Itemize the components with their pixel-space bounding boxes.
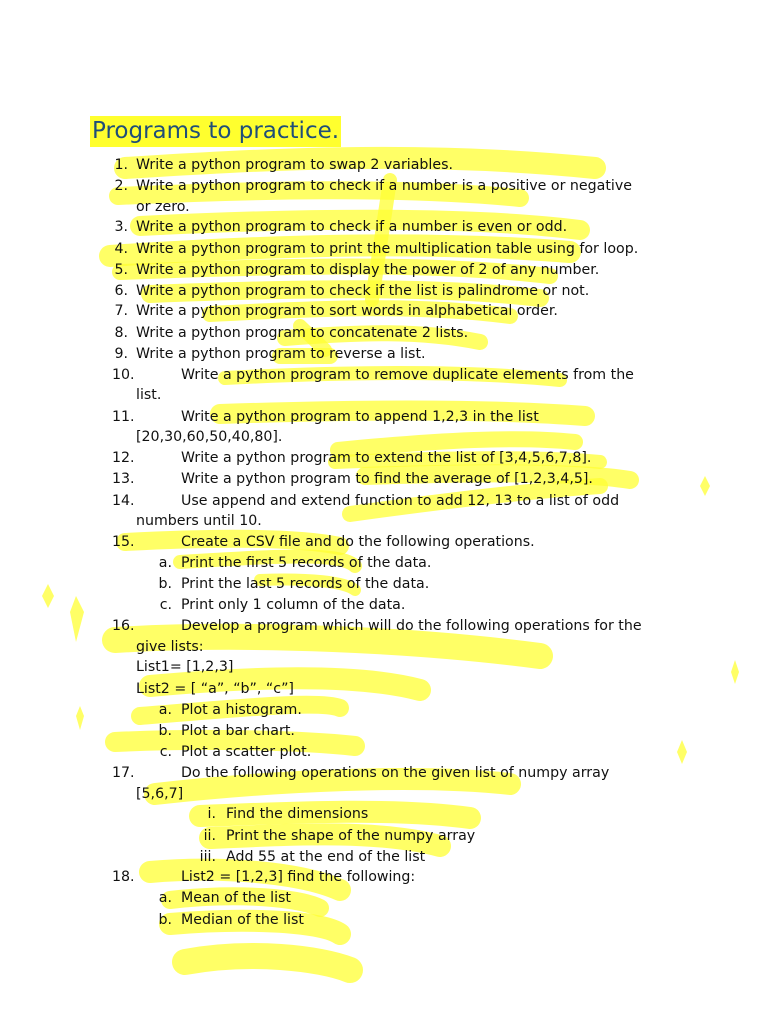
item-number: 1. [114, 157, 128, 173]
item-number: 14. [112, 493, 135, 509]
list-item: Create a CSV file and do the following operations. [181, 534, 535, 550]
sub-item: Print only 1 column of the data. [181, 597, 406, 613]
list-item: Write a python program to display the power of 2 of any number. [136, 262, 600, 278]
list-item: List2 = [1,2,3] find the following: [181, 869, 416, 885]
list-item: Write a python program to concatenate 2 lists. [136, 325, 469, 341]
sub-item-letter: c. [159, 597, 172, 613]
sub-item: Median of the list [181, 912, 304, 928]
sub-item: Print the last 5 records of the data. [181, 576, 430, 592]
list-item: Develop a program which will do the following operations for the [181, 618, 642, 634]
list-item: Write a python program to check if a number is a positive or negative [136, 178, 632, 194]
item-number: 6. [114, 283, 128, 299]
sub-item: Print the shape of the numpy array [226, 828, 476, 844]
sub-item-letter: a. [158, 702, 172, 718]
sub-item-roman: i. [207, 806, 216, 822]
list-item-continuation: [5,6,7] [136, 786, 184, 802]
list-item-continuation: give lists: [136, 639, 204, 655]
list-item-continuation: list. [136, 387, 162, 403]
list-item-continuation: numbers until 10. [136, 513, 262, 529]
sub-item: Plot a scatter plot. [181, 744, 312, 760]
list-item: Write a python program to sort words in alphabetical order. [136, 303, 558, 319]
list-item-continuation: List2 = [ “a”, “b”, “c”] [136, 681, 294, 697]
item-number: 15. [112, 534, 135, 550]
list-item: Write a python program to swap 2 variables. [136, 157, 454, 173]
list-item-continuation: or zero. [136, 199, 190, 215]
list-item: Write a python program to print the multiplication table using for loop. [136, 241, 639, 257]
sub-item-letter: c. [159, 744, 172, 760]
sub-item: Plot a histogram. [181, 702, 302, 718]
item-number: 4. [114, 241, 128, 257]
sub-item: Add 55 at the end of the list [226, 849, 426, 865]
sub-item-letter: b. [158, 723, 172, 739]
sub-item-roman: iii. [199, 849, 216, 865]
item-number: 3. [114, 219, 128, 235]
sub-item-letter: a. [158, 890, 172, 906]
sub-item-letter: b. [158, 576, 172, 592]
sub-item: Find the dimensions [226, 806, 369, 822]
list-item: Use append and extend function to add 12, 13 to a list of odd [181, 493, 620, 509]
item-number: 13. [112, 471, 135, 487]
item-number: 2. [114, 178, 128, 194]
item-number: 10. [112, 367, 135, 383]
item-number: 5. [114, 262, 128, 278]
page-title: Programs to practice. [90, 116, 341, 147]
list-item: Write a python program to extend the list of [3,4,5,6,7,8]. [181, 450, 592, 466]
list-item: Write a python program to check if the list is palindrome or not. [136, 283, 590, 299]
item-number: 7. [114, 303, 128, 319]
item-number: 9. [114, 346, 128, 362]
list-item: Write a python program to append 1,2,3 in the list [181, 409, 539, 425]
item-number: 8. [114, 325, 128, 341]
item-number: 16. [112, 618, 135, 634]
list-item: Write a python program to reverse a list. [136, 346, 426, 362]
sub-item-letter: b. [158, 912, 172, 928]
sub-item: Plot a bar chart. [181, 723, 295, 739]
list-item: Write a python program to check if a number is even or odd. [136, 219, 568, 235]
list-item-continuation: [20,30,60,50,40,80]. [136, 429, 283, 445]
list-item: Write a python program to find the average of [1,2,3,4,5]. [181, 471, 593, 487]
sub-item-letter: a. [158, 555, 172, 571]
item-number: 17. [112, 765, 135, 781]
list-item: Do the following operations on the given list of numpy array [181, 765, 610, 781]
list-item-continuation: List1= [1,2,3] [136, 659, 234, 675]
item-number: 11. [112, 409, 135, 425]
sub-item: Print the first 5 records of the data. [181, 555, 432, 571]
sub-item-roman: ii. [203, 828, 216, 844]
list-item: Write a python program to remove duplicate elements from the [181, 367, 634, 383]
item-number: 18. [112, 869, 135, 885]
sub-item: Mean of the list [181, 890, 291, 906]
item-number: 12. [112, 450, 135, 466]
